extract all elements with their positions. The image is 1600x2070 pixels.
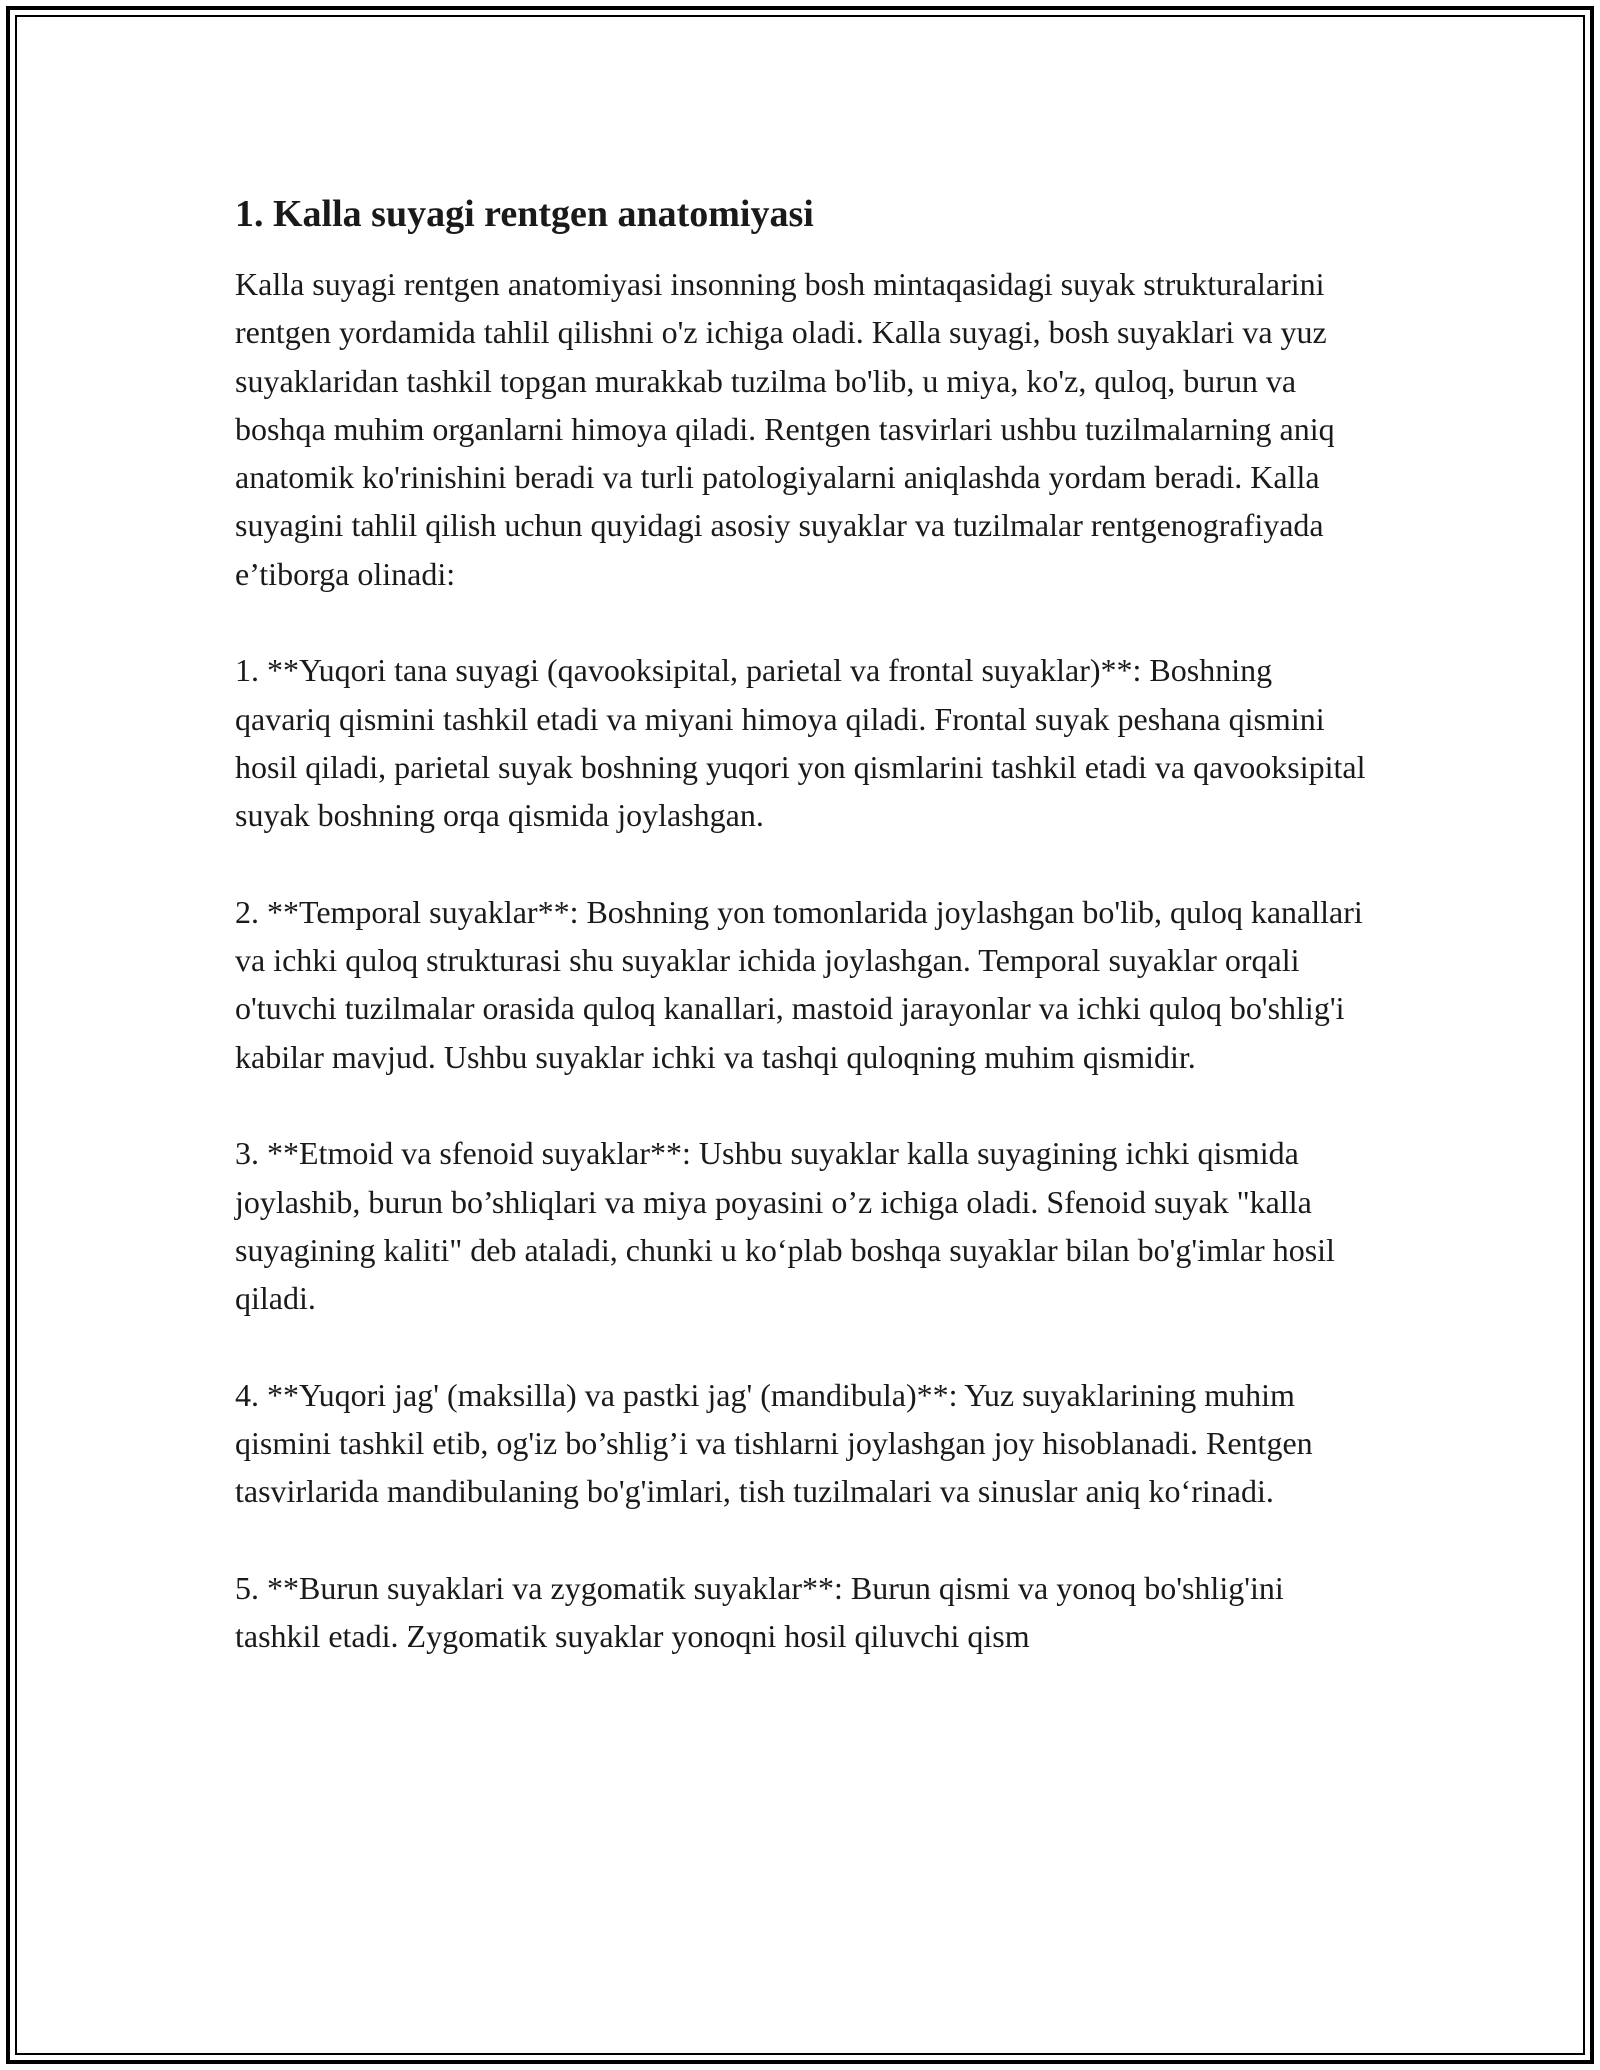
intro-paragraph: Kalla suyagi rentgen anatomiyasi insonning bosh mintaqasidagi suyak strukturalarini rentgen yordamida tahlil qilishni o'z ichiga oladi. Kalla suyagi, bosh suyaklari va yuz suyaklaridan tashkil topgan murakkab tuzilma bo'lib, u miya, ko'z, quloq, burun va boshqa muhim organlarni himoya qiladi. Rentgen tasvirlari ushbu tuzilmalarning aniq anatomik ko'rinishini beradi va turli patologiyalarni aniqlashda yordam beradi. Kalla suyagini tahlil qilish uchun quyidagi asosiy suyaklar va tuzilmalar rentgenografiyada e’tiborga olinadi: (235, 266, 1335, 592)
list-item-4: 4. **Yuqori jag' (maksilla) va pastki jag' (mandibula)**: Yuz suyaklarining muhim qismini tashkil etib, og'iz bo’shlig’i va tishlarni joylashgan joy hisoblanadi. Rentgen tasvirlarida mandibulaning bo'g'imlari, tish tuzilmalari va sinuslar aniq ko‘rinadi. (235, 1376, 1313, 1510)
section-heading: 1. Kalla suyagi rentgen anatomiyasi (235, 193, 814, 235)
list-item-3: 3. **Etmoid va sfenoid suyaklar**: Ushbu suyaklar kalla suyagining ichki qismida joylashib, burun bo’shliqlari va miya poyasini o’z ichiga oladi. Sfenoid suyak "kalla suyagining kaliti" deb ataladi, chunki u ko‘plab boshqa suyaklar bilan bo'g'imlar hosil qiladi. (235, 1135, 1335, 1317)
list-item-1: 1. **Yuqori tana suyagi (qavooksipital, parietal va frontal suyaklar)**: Boshning qavariq qismini tashkil etadi va miyani himoya qiladi. Frontal suyak peshana qismini hosil qiladi, parietal suyak boshning yuqori yon qismlarini tashkil etadi va qavooksipital suyak boshning orqa qismida joylashgan. (235, 652, 1366, 834)
document-body (235, 190, 1375, 1709)
list-item-5: 5. **Burun suyaklari va zygomatik suyaklar**: Burun qismi va yonoq bo'shlig'ini tashkil etadi. Zygomatik suyaklar yonoqni hosil qiluvchi qism (235, 1570, 1284, 1655)
list-item-2: 2. **Temporal suyaklar**: Boshning yon tomonlarida joylashgan bo'lib, quloq kanallari va ichki quloq strukturasi shu suyaklar ichida joylashgan. Temporal suyaklar orqali o'tuvchi tuzilmalar orasida quloq kanallari, mastoid jarayonlar va ichki quloq bo'shlig'i kabilar mavjud. Ushbu suyaklar ichki va tashqi quloqning muhim qismidir. (235, 893, 1363, 1075)
